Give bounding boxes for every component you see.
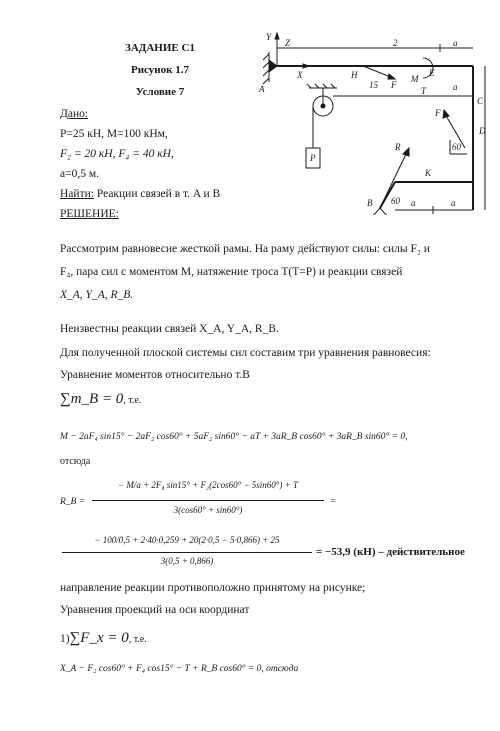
sum-moments-formula: ∑m_B = 0 bbox=[60, 391, 124, 407]
label-m: M bbox=[411, 74, 419, 84]
sum-fx-prefix: 1) bbox=[60, 633, 70, 645]
given-line-1: P=25 кН, M=100 кНм, bbox=[60, 128, 168, 140]
label-d: D bbox=[479, 126, 486, 136]
label-dim-a-1: a bbox=[453, 38, 458, 48]
paragraph-forces-1: Рассмотрим равновесие жесткой рамы. На раму действуют силы: силы F₂ и bbox=[60, 243, 430, 255]
find-text: Реакции связей в т. A и B bbox=[93, 188, 221, 200]
sum-fx-formula: ∑F_x = 0 bbox=[69, 630, 129, 646]
projection-equation-x: X_A − F₂ cos60° + F₄ cos15° − T + R_B cos60° = 0, отсюда bbox=[60, 664, 299, 674]
paragraph-direction: направление реакции противоположно принятому на рисунке; bbox=[60, 582, 366, 594]
paragraph-forces-2: F₄, пара сил с моментом M, натяжение троса T(T=P) и реакции связей bbox=[60, 266, 403, 278]
label-dim-2: 2 bbox=[393, 38, 398, 48]
frame-diagram bbox=[245, 30, 495, 215]
label-z: Z bbox=[285, 38, 291, 48]
find-line bbox=[60, 188, 220, 200]
label-p: P bbox=[310, 153, 316, 163]
moment-equation: M − 2aF₄ sin15° − 2aF₂ cos60° + 5aF₂ sin60° − aT + 3aR_B cos60° + 3aR_B sin60° = 0, bbox=[60, 432, 408, 442]
label-y: Y bbox=[266, 32, 272, 42]
paragraph-projections: Уравнения проекций на оси координат bbox=[60, 604, 250, 616]
label-dim-a-2: a bbox=[453, 82, 458, 92]
figure-number: Рисунок 1.7 bbox=[131, 64, 189, 76]
sum-fx-line bbox=[60, 630, 147, 647]
solution-heading: РЕШЕНИЕ: bbox=[60, 208, 119, 220]
label-k: K bbox=[425, 168, 432, 178]
label-dim-a-3: a bbox=[411, 198, 416, 208]
rb-equals: = bbox=[330, 497, 337, 507]
label-angle-15: 15 bbox=[369, 80, 378, 90]
calc-fraction-bar bbox=[62, 552, 312, 553]
condition-number: Условие 7 bbox=[135, 86, 185, 98]
given-line-3: a=0,5 м. bbox=[60, 168, 99, 180]
paragraph-forces-3: X_A, Y_A, R_B. bbox=[60, 289, 134, 301]
task-title: ЗАДАНИЕ С1 bbox=[125, 42, 195, 54]
label-angle-60-top: 60 bbox=[452, 142, 461, 152]
rb-result: = −53,9 (кН) – действительное bbox=[316, 546, 465, 558]
rb-lhs: R_B = bbox=[60, 497, 86, 507]
paragraph-moment-eq: Уравнение моментов относительно т.B bbox=[60, 369, 250, 381]
label-e: E bbox=[429, 68, 435, 78]
rb-denominator: 3(cos60° + sin60°) bbox=[173, 505, 243, 515]
label-c: C bbox=[477, 96, 484, 106]
label-angle-60-bottom: 60 bbox=[391, 196, 400, 206]
rb-fraction-bar bbox=[92, 500, 324, 501]
label-t: T bbox=[421, 86, 427, 96]
label-x: X bbox=[297, 70, 303, 80]
label-h: H bbox=[351, 70, 358, 80]
rb-numerator: − M/a + 2F₄ sin15° + F₂(2cos60° − 5sin60°) + T bbox=[118, 480, 298, 490]
label-rb: R bbox=[395, 142, 401, 152]
paragraph-unknowns: Неизвестны реакции связей X_A, Y_A, R_B. bbox=[60, 323, 279, 335]
label-a-point: A bbox=[259, 84, 265, 94]
label-f2: F bbox=[435, 108, 441, 118]
find-label: Найти: bbox=[60, 188, 94, 200]
whence-label: отсюда bbox=[60, 456, 91, 467]
sum-moments-line bbox=[60, 391, 141, 408]
te-label-1: , т.е. bbox=[123, 395, 142, 406]
label-f4: F bbox=[391, 80, 397, 90]
paragraph-equilibrium: Для полученной плоской системы сил составим три уравнения равновесия: bbox=[60, 347, 431, 359]
te-label-2: , т.е. bbox=[128, 634, 147, 645]
label-b: B bbox=[367, 198, 373, 208]
given-line-2: F₂ = 20 кН, F₄ = 40 кН, bbox=[60, 148, 174, 160]
label-dim-a-4: a bbox=[451, 198, 456, 208]
calc-denominator: 3(0,5 + 0,866) bbox=[160, 556, 214, 566]
given-label: Дано: bbox=[60, 108, 89, 120]
calc-numerator: − 100/0,5 + 2·40·0,259 + 20(2·0,5 − 5·0,866) + 25 bbox=[94, 535, 280, 545]
